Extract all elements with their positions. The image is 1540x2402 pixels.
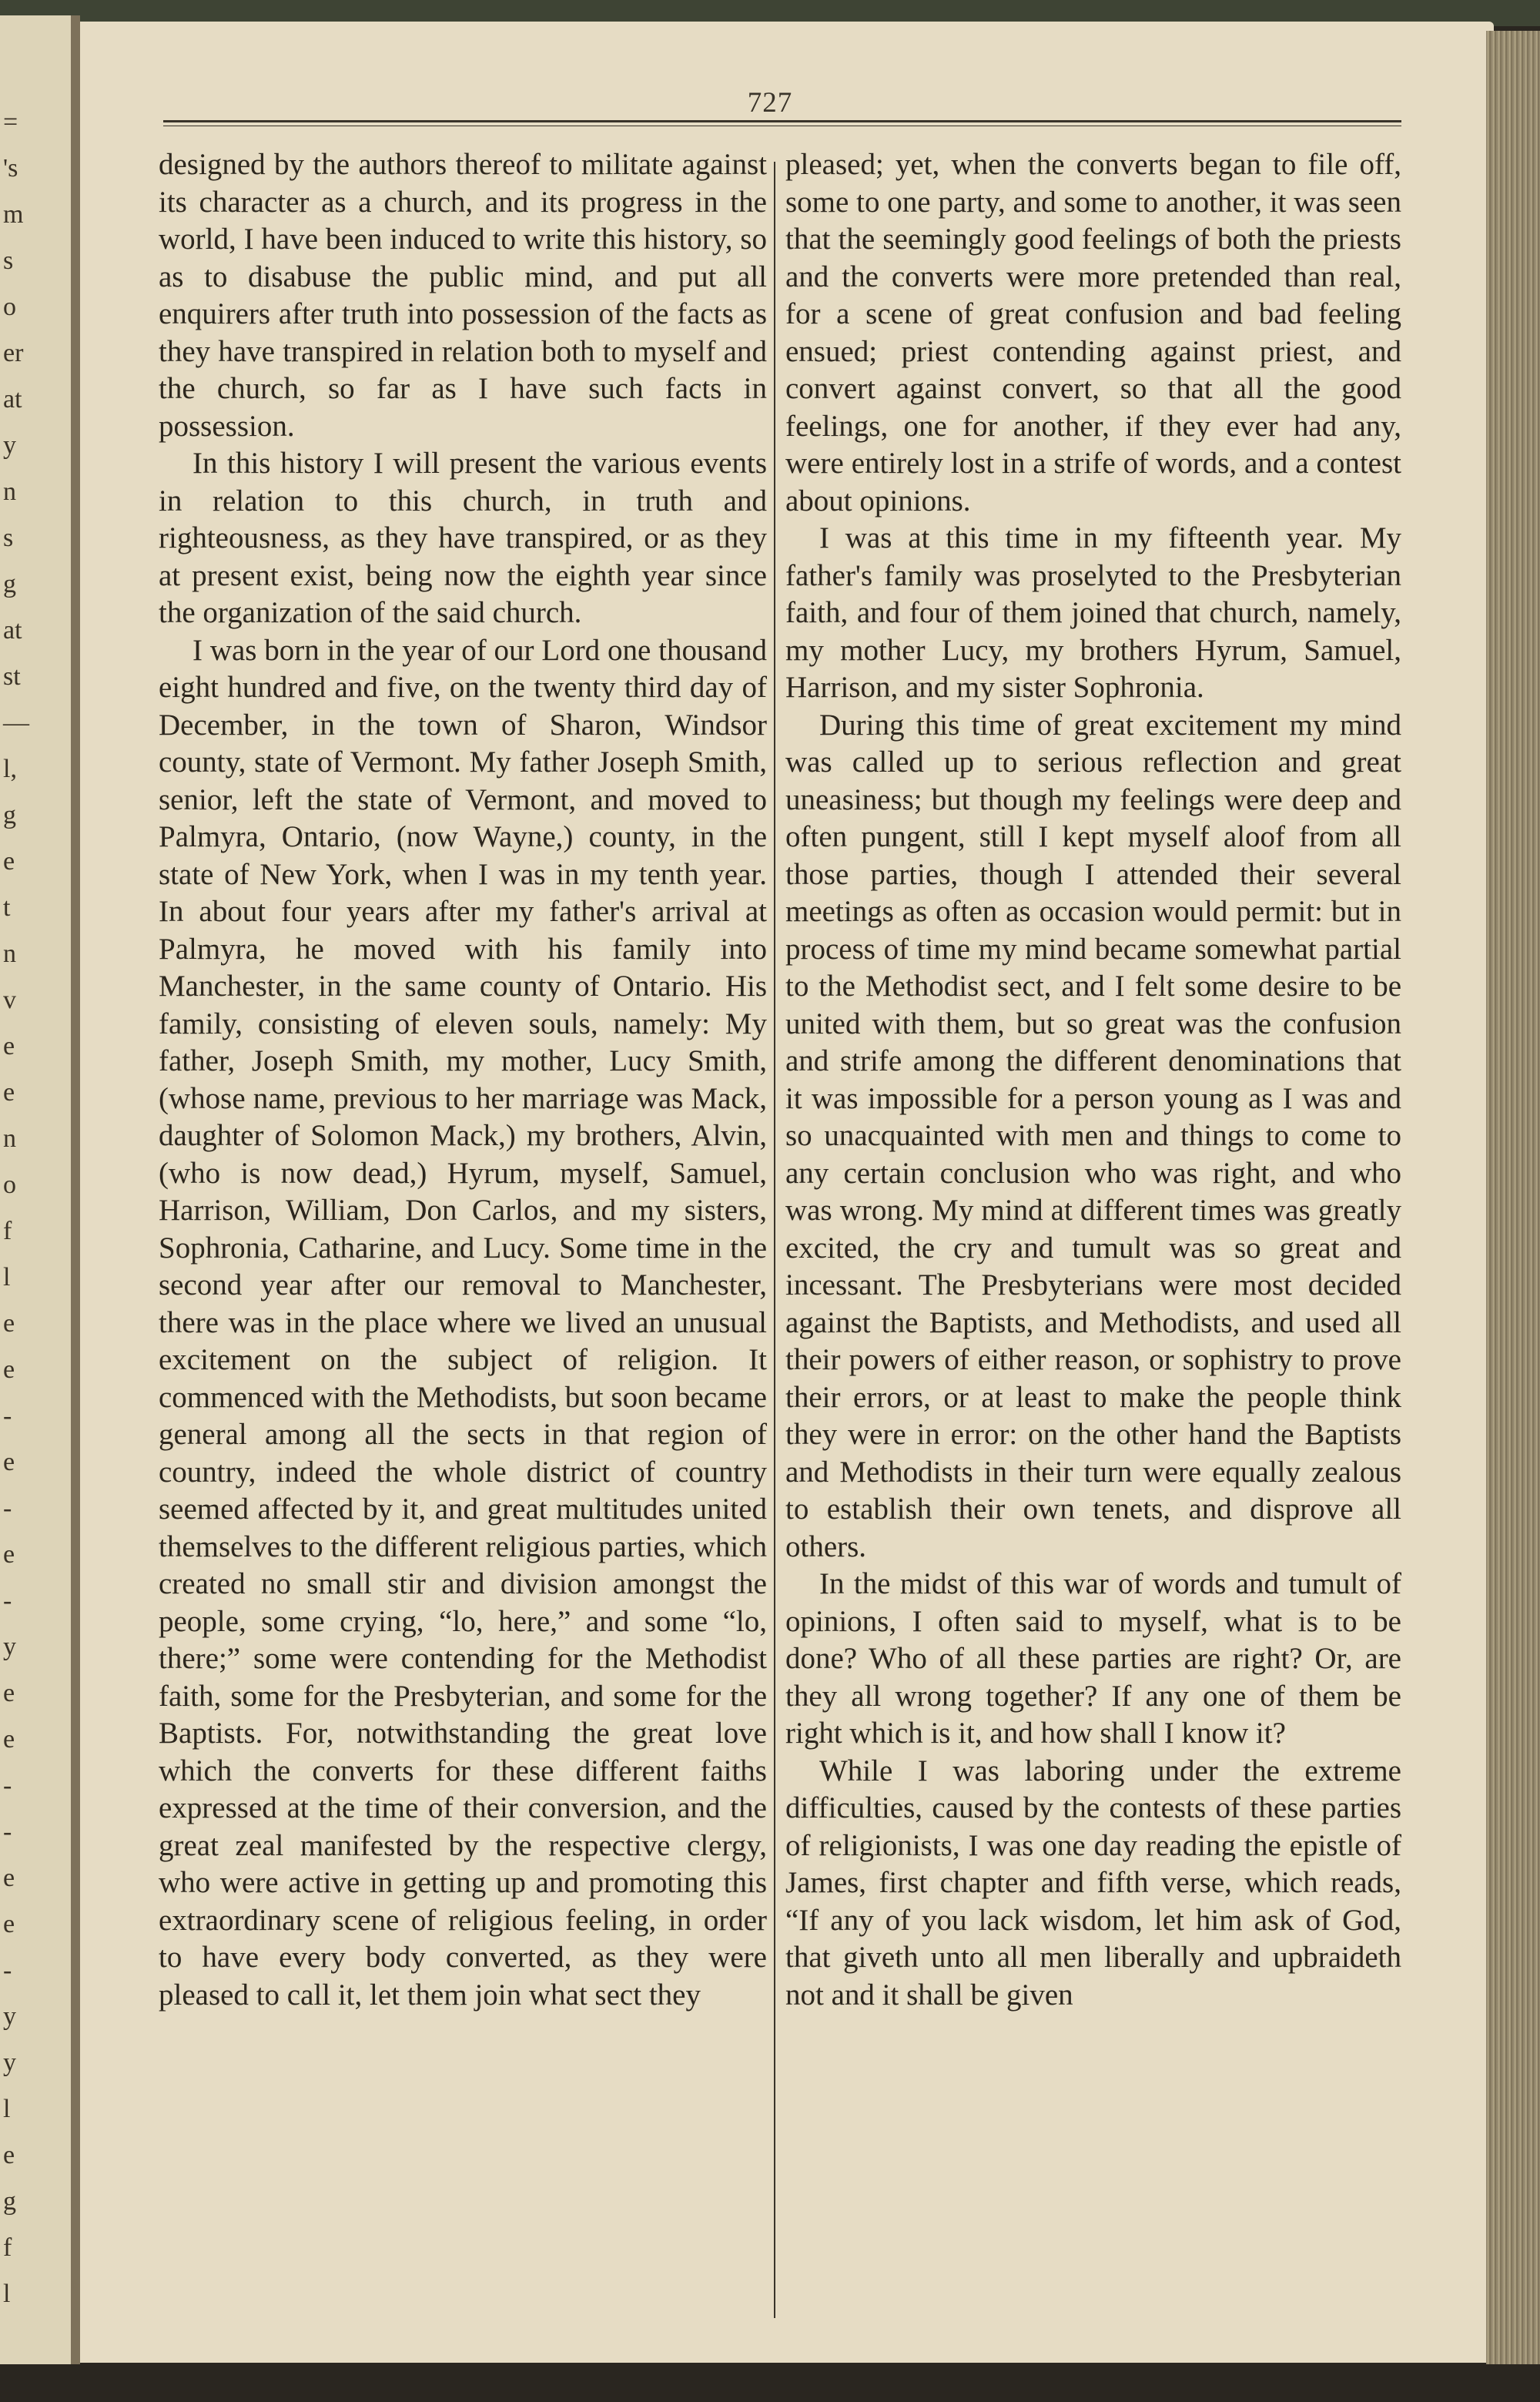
margin-letter: er xyxy=(3,339,24,367)
margin-letter: e xyxy=(3,1448,15,1476)
margin-letter: n xyxy=(3,940,16,968)
margin-letter: y xyxy=(3,2002,16,2031)
paragraph: During this time of great excitement my mind was called up to serious reflection and great uneasiness; but though my feelings were deep and often pungent, still I kept myself aloof from all those parties, though I attended their several meetings as often as occasion would permit: but in process of time my mind became somewhat partial to the Methodist sect, and I felt some desire to be united with them, but so great was the confusion and strife among the different denominations that it was impossible for a person young as I was and so unacquainted with men and things to come to any certain conclusion who was right, and who was wrong. My mind at different times was greatly excited, the cry and tumult was so great and incessant. The Presbyterians were most decided against the Baptists, and Methodists, and used all their powers of either reason, or sophistry to prove their errors, or at least to make the people think they were in error: on the other hand the Baptists and Methodists in their turn were equally zealous to establish their own tenets, and disprove all others. xyxy=(785,708,1401,1563)
margin-letter: g xyxy=(3,2187,16,2216)
page-number: 727 xyxy=(747,87,793,119)
margin-letter: e xyxy=(3,1355,15,1384)
margin-letter: f xyxy=(3,2233,12,2262)
paragraph: pleased; yet, when the converts began to file off, some to one party, and some to another, it was seen that the seemingly good feelings of both the priests and the converts were more pretended than real, for a scene of great confusion and bad feeling ensued; priest contending against priest, and convert against convert, so that all the good feelings, one for another, if they ever had any, were entirely lost in a strife of words, and a contest about opinions. xyxy=(785,148,1401,518)
margin-letter: n xyxy=(3,1124,16,1153)
right-column xyxy=(785,146,1401,2014)
margin-letter: l, xyxy=(3,755,17,783)
margin-letter: — xyxy=(3,709,29,737)
margin-letter: - xyxy=(3,1956,12,1985)
margin-letter: st xyxy=(3,662,21,691)
margin-letter: 's xyxy=(3,154,18,183)
margin-letter: v xyxy=(3,986,16,1014)
margin-letter: - xyxy=(3,1817,12,1846)
margin-letter: = xyxy=(3,108,18,136)
column-divider xyxy=(774,162,775,2318)
margin-letter: e xyxy=(3,847,15,876)
margin-letter: e xyxy=(3,1540,15,1569)
margin-letter: e xyxy=(3,1725,15,1754)
margin-letter: e xyxy=(3,1032,15,1060)
paragraph: In this history I will present the various events in relation to this church, in truth and righteousness, as they have transpired, or as they at present exist, being now the eighth year since the organization of the said church. xyxy=(159,447,767,629)
paragraph: While I was laboring under the extreme difficulties, caused by the contests of these parties of religionists, I was one day reading the epistle of James, first chapter and fifth verse, which reads, “If any of you lack wisdom, let him ask of God, that giveth unto all men liberally and upbraideth not and it shall be given xyxy=(785,1754,1401,2012)
margin-letter: e xyxy=(3,1679,15,1707)
margin-letter: e xyxy=(3,1309,15,1338)
margin-letter: o xyxy=(3,1171,16,1199)
margin-letter: o xyxy=(3,293,16,321)
margin-letter: f xyxy=(3,1217,12,1245)
margin-letter: s xyxy=(3,524,14,552)
margin-letter: - xyxy=(3,1771,12,1800)
margin-letter: t xyxy=(3,893,11,922)
margin-letter: l xyxy=(3,1263,11,1291)
margin-letter: s xyxy=(3,246,14,275)
margin-letter: - xyxy=(3,1402,12,1430)
margin-letter: at xyxy=(3,385,22,414)
margin-letter: l xyxy=(3,2095,11,2123)
margin-letter: y xyxy=(3,431,16,460)
margin-letter: n xyxy=(3,477,16,506)
margin-letter: y xyxy=(3,1633,16,1661)
left-column xyxy=(159,146,767,2014)
margin-letter: g xyxy=(3,801,16,829)
margin-letter: e xyxy=(3,1078,15,1107)
margin-letter: - xyxy=(3,1494,12,1523)
header-rule xyxy=(163,120,1401,122)
margin-letter: - xyxy=(3,1586,12,1615)
margin-letter: e xyxy=(3,1864,15,1892)
margin-letter: e xyxy=(3,2141,15,2169)
paragraph: designed by the authors thereof to militate against its character as a church, and its progress in the world, I have been induced to write this history, so as to disabuse the public mind, and put all enquirers after truth into possession of the facts as they have transpired in relation both to myself and the church, so far as I have such facts in possession. xyxy=(159,148,767,443)
margin-letter: m xyxy=(3,200,24,229)
adjacent-page-margin xyxy=(0,15,73,2364)
margin-letter: e xyxy=(3,1910,15,1938)
margin-letter: g xyxy=(3,570,16,598)
margin-letter: at xyxy=(3,616,22,645)
paragraph: In the midst of this war of words and tumult of opinions, I often said to myself, what is to be done? Who of all these parties are right? Or, are they all wrong together? If any one of them be right which is it, and how shall I know it? xyxy=(785,1567,1401,1750)
page-stack-edges xyxy=(1486,31,1540,2364)
paragraph: I was born in the year of our Lord one thousand eight hundred and five, on the twenty third day of December, in the town of Sharon, Windsor county, state of Vermont. My father Joseph Smith, senior, left the state of Vermont, and moved to Palmyra, Ontario, (now Wayne,) county, in the state of New York, when I was in my tenth year. In about four years after my father's arrival at Palmyra, he moved with his family into Manchester, in the same county of Ontario. His family, consisting of eleven souls, namely: My father, Joseph Smith, my mother, Lucy Smith, (whose name, previous to her marriage was Mack, daughter of Solomon Mack,) my brothers, Alvin, (who is now dead,) Hyrum, myself, Samuel, Harrison, William, Don Carlos, and my sisters, Sophronia, Catharine, and Lucy. Some time in the second year after our removal to Manchester, there was in the place where we lived an unusual excitement on the subject of religion. It commenced with the Methodists, but soon became general among all the sects in that region of country, indeed the whole district of country seemed affected by it, and great multitudes united themselves to the different religious parties, which created no small stir and division amongst the people, some crying, “lo, here,” and some “lo, there;” some were contending for the Methodist faith, some for the Presbyterian, and some for the Baptists. For, notwithstanding the great love which the converts for these different faiths expressed at the time of their conversion, and the great zeal manifested by the respective clergy, who were active in getting up and promoting this extraordinary scene of religious feeling, in order to have every body converted, as they were pleased to call it, let them join what sect they xyxy=(159,633,767,2012)
book-gutter xyxy=(71,15,80,2364)
margin-letter: y xyxy=(3,2049,16,2077)
margin-letter: l xyxy=(3,2280,11,2308)
paragraph: I was at this time in my fifteenth year. My father's family was proselyted to the Presbyterian faith, and four of them joined that church, namely, my mother Lucy, my brothers Hyrum, Samuel, Harrison, and my sister Sophronia. xyxy=(785,521,1401,704)
